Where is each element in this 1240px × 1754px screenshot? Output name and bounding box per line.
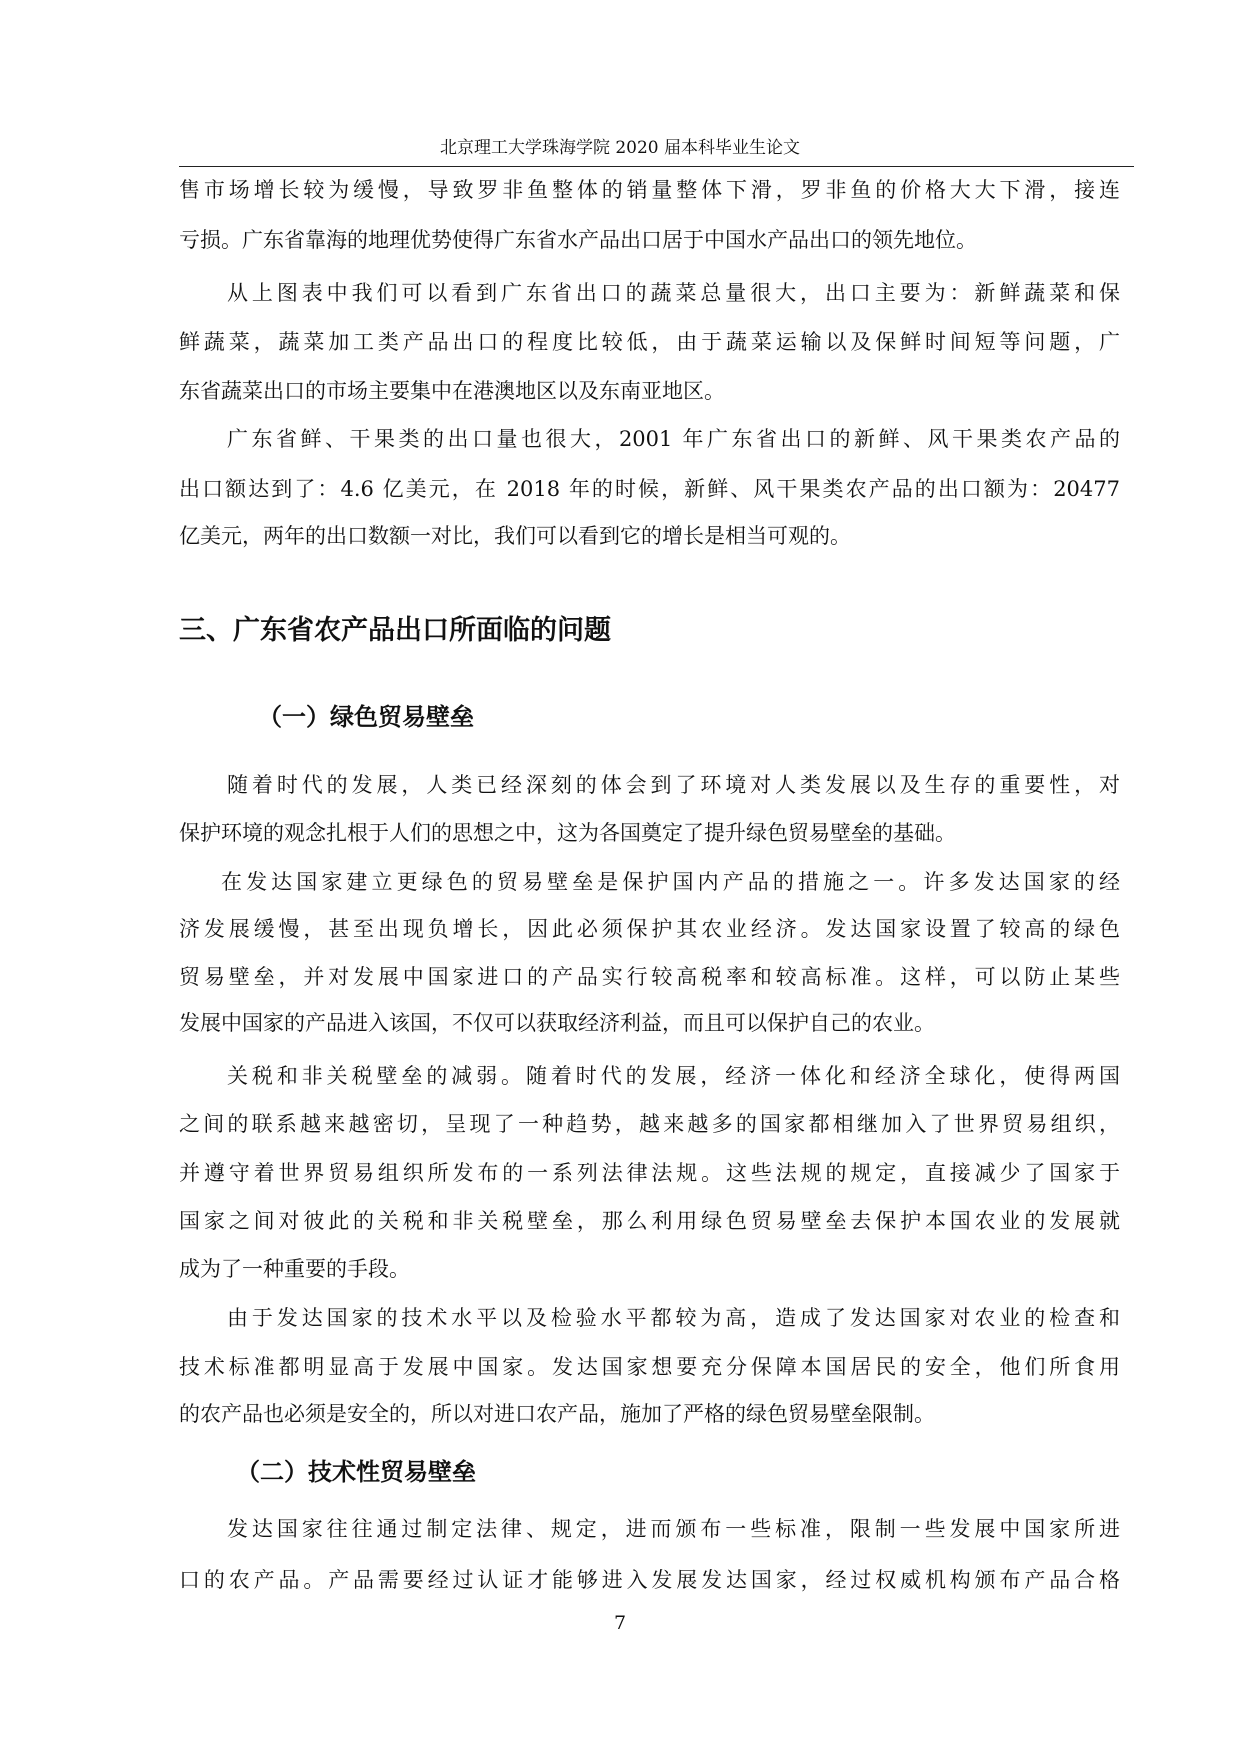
text-line: 亿美元，两年的出口数额一对比，我们可以看到它的增长是相当可观的。 [179, 524, 851, 548]
section-heading: 三、广东省农产品出口所面临的问题 [179, 615, 611, 646]
text-line: 保护环境的观念扎根于人们的思想之中，这为各国奠定了提升绿色贸易壁垒的基础。 [179, 821, 956, 845]
text-line: 东省蔬菜出口的市场主要集中在港澳地区以及东南亚地区。 [179, 379, 725, 403]
text-line: 之间的联系越来越密切，呈现了一种趋势，越来越多的国家都相继加入了世界贸易组织， [179, 1112, 1120, 1136]
text-line: 贸易壁垒，并对发展中国家进口的产品实行较高税率和较高标准。这样，可以防止某些 [179, 965, 1120, 989]
subsection-heading: （二）技术性贸易壁垒 [236, 1457, 476, 1486]
text-line: 国家之间对彼此的关税和非关税壁垒，那么利用绿色贸易壁垒去保护本国农业的发展就 [179, 1209, 1120, 1233]
running-header: 北京理工大学珠海学院 2020 届本科毕业生论文 [439, 138, 801, 158]
text-line: 济发展缓慢，甚至出现负增长，因此必须保护其农业经济。发达国家设置了较高的绿色 [179, 917, 1120, 941]
text-line: 售市场增长较为缓慢，导致罗非鱼整体的销量整体下滑，罗非鱼的价格大大下滑，接连 [179, 178, 1120, 202]
text-line: 发达国家往往通过制定法律、规定，进而颁布一些标准，限制一些发展中国家所进 [227, 1517, 1120, 1541]
page-number: 7 [613, 1612, 627, 1634]
text-line: 发展中国家的产品进入该国，不仅可以获取经济利益，而且可以保护自己的农业。 [179, 1011, 935, 1035]
text-line: 的农产品也必须是安全的，所以对进口农产品，施加了严格的绿色贸易壁垒限制。 [179, 1402, 935, 1426]
text-line: 关税和非关税壁垒的减弱。随着时代的发展，经济一体化和经济全球化，使得两国 [227, 1064, 1120, 1088]
subsection-heading: （一）绿色贸易壁垒 [258, 702, 474, 731]
text-line: 亏损。广东省靠海的地理优势使得广东省水产品出口居于中国水产品出口的领先地位。 [179, 228, 977, 252]
text-line: 从上图表中我们可以看到广东省出口的蔬菜总量很大，出口主要为：新鲜蔬菜和保 [227, 281, 1120, 305]
text-line: 鲜蔬菜，蔬菜加工类产品出口的程度比较低，由于蔬菜运输以及保鲜时间短等问题，广 [179, 330, 1120, 354]
text-line: 并遵守着世界贸易组织所发布的一系列法律法规。这些法规的规定，直接减少了国家于 [179, 1161, 1120, 1185]
text-line: 技术标准都明显高于发展中国家。发达国家想要充分保障本国居民的安全，他们所食用 [179, 1355, 1120, 1379]
text-line: 成为了一种重要的手段。 [179, 1257, 410, 1281]
text-line: 随着时代的发展，人类已经深刻的体会到了环境对人类发展以及生存的重要性，对 [227, 773, 1120, 797]
text-line: 广东省鲜、干果类的出口量也很大，2001 年广东省出口的新鲜、风干果类农产品的 [227, 427, 1120, 451]
text-line: 由于发达国家的技术水平以及检验水平都较为高，造成了发达国家对农业的检查和 [227, 1306, 1120, 1330]
text-line: 在发达国家建立更绿色的贸易壁垒是保护国内产品的措施之一。许多发达国家的经 [221, 870, 1120, 894]
text-line: 出口额达到了：4.6 亿美元，在 2018 年的时候，新鲜、风干果类农产品的出口额为：20477 [179, 477, 1120, 501]
header-rule [179, 166, 1134, 167]
text-line: 口的农产品。产品需要经过认证才能够进入发展发达国家，经过权威机构颁布产品合格 [179, 1568, 1120, 1592]
